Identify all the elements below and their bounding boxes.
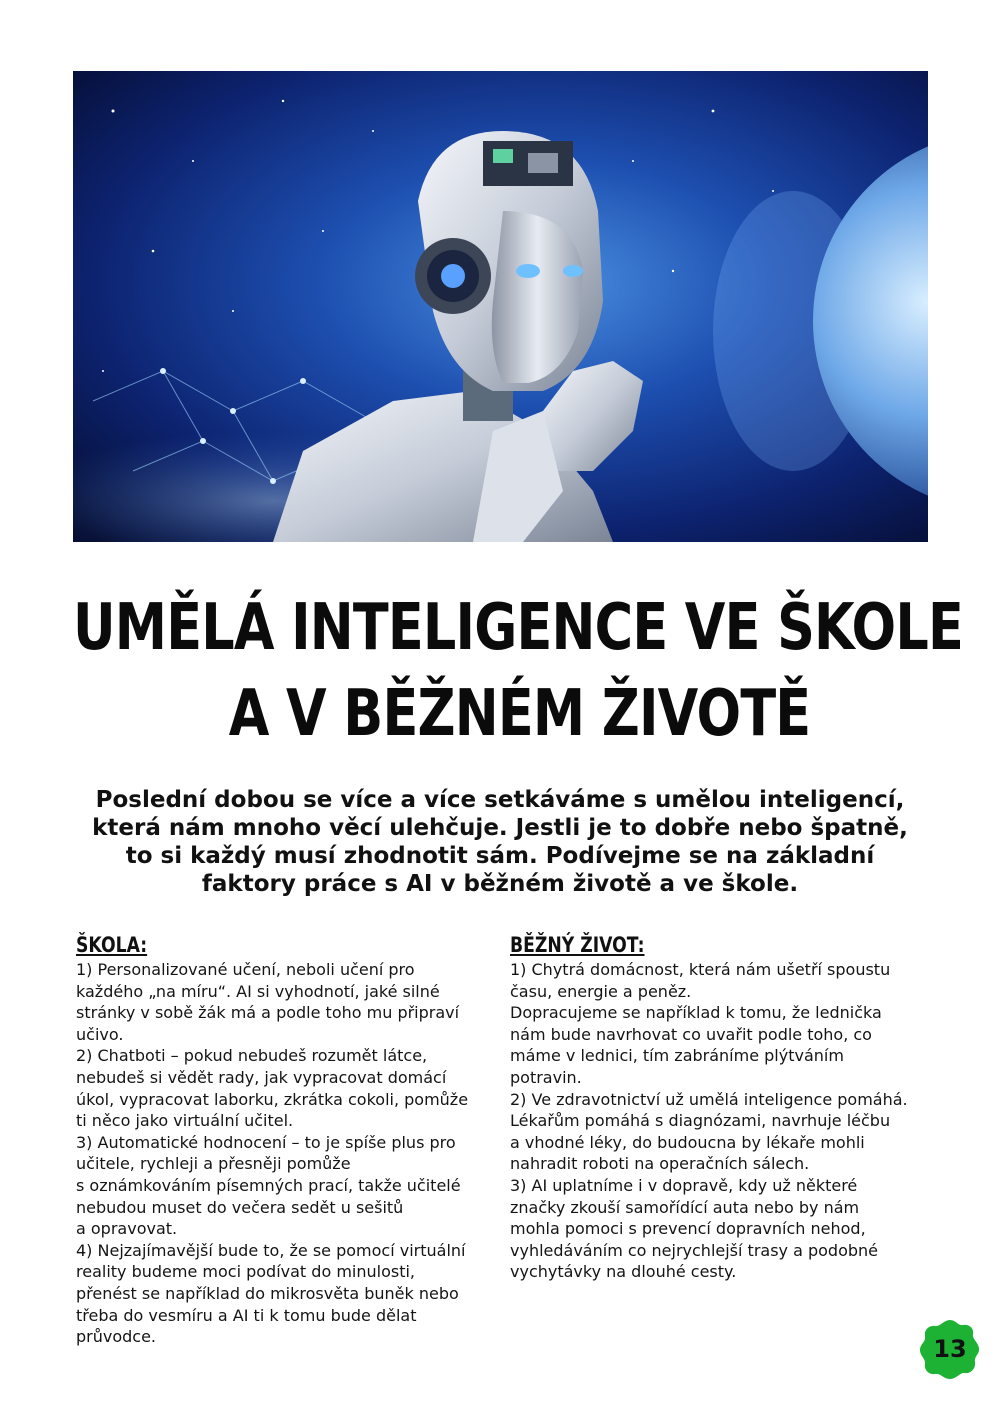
everyday-line: 3) AI uplatníme i v dopravě, kdy už některé [510,1175,858,1195]
school-line: průvodce. [76,1327,157,1347]
school-line: třeba do vesmíru a AI ti k tomu bude dělat [76,1305,417,1325]
everyday-line: Dopracujeme se například k tomu, že lednička [510,1003,882,1023]
everyday-heading: BĚŽNÝ ŽIVOT: [510,933,645,957]
school-line: 4) Nejzajímavější bude to, že se pomocí virtuální [76,1240,466,1260]
school-line: učitele, rychleji a přesněji pomůže [76,1154,351,1174]
everyday-line: 2) Ve zdravotnictví už umělá inteligence pomáhá. [510,1089,908,1109]
school-column [76,933,496,1348]
everyday-line: času, energie a peněz. [510,981,692,1001]
school-line: 2) Chatboti – pokud nebudeš rozumět látce, [76,1046,428,1066]
everyday-line: máme v lednici, tím zabráníme plýtváním [510,1046,844,1066]
everyday-line: potravin. [510,1067,582,1087]
school-line: nebudeš si vědět rady, jak vypracovat domácí [76,1067,447,1087]
intro-line: to si každý musí zhodnotit sám. Podívejme se na základní [125,843,875,869]
intro-line: faktory práce s AI v běžném životě a ve škole. [201,871,799,897]
robot-thinking-in-space-image [73,71,928,542]
school-line: učivo. [76,1024,124,1044]
page-number: 13 [933,1335,967,1363]
school-line: přenést se například do mikrosvěta buněk nebo [76,1283,459,1303]
hero-image [73,71,928,542]
school-line: úkol, vypracovat laborku, zkrátka cokoli, pomůže [76,1089,469,1109]
intro-line: Poslední dobou se více a více setkáváme s umělou inteligencí, [95,787,905,813]
school-line: ti něco jako virtuální učitel. [76,1111,294,1131]
everyday-line: a vhodné léky, do budoucna by lékaře mohli [510,1132,865,1152]
school-line: s oznámkováním písemných prací, takže učitelé [76,1175,461,1195]
everyday-line: Lékařům pomáhá s diagnózami, navrhuje léčbu [510,1111,891,1131]
everyday-line: mohla pomoci s prevencí dopravních nehod, [510,1219,866,1239]
school-line: nebudou muset do večera sedět u sešitů [76,1197,404,1217]
intro-paragraph [60,786,940,898]
title-line-1: UMĚLÁ INTELIGENCE VE ŠKOLE [73,591,963,665]
everyday-column [510,933,930,1283]
page-title [73,585,963,757]
page-number-badge [916,1316,984,1384]
everyday-line: 1) Chytrá domácnost, která nám ušetří spoustu [510,960,891,979]
school-line: reality budeme moci podívat do minulosti, [76,1262,416,1282]
everyday-line: vychytávky na dlouhé cesty. [510,1262,737,1282]
everyday-line: nám bude navrhovat co uvařit podle toho, co [510,1024,872,1044]
school-heading: ŠKOLA: [76,933,148,957]
everyday-line: nahradit roboti na operačních sálech. [510,1154,810,1174]
school-line: 1) Personalizované učení, neboli učení pro [76,960,415,979]
title-line-2: A V BĚŽNÉM ŽIVOTĚ [228,677,811,751]
intro-line: která nám mnoho věcí ulehčuje. Jestli je to dobře nebo špatně, [92,815,908,841]
everyday-line: vyhledáváním co nejrychlejší trasy a podobné [510,1240,879,1260]
school-line: a opravovat. [76,1219,178,1239]
school-line: každého „na míru“. AI si vyhodnotí, jaké silné [76,981,440,1001]
school-line: stránky v sobě žák má a podle toho mu připraví [76,1003,460,1023]
everyday-line: značky zkouší samořídící auta nebo by nám [510,1197,860,1217]
school-line: 3) Automatické hodnocení – to je spíše plus pro [76,1132,456,1152]
